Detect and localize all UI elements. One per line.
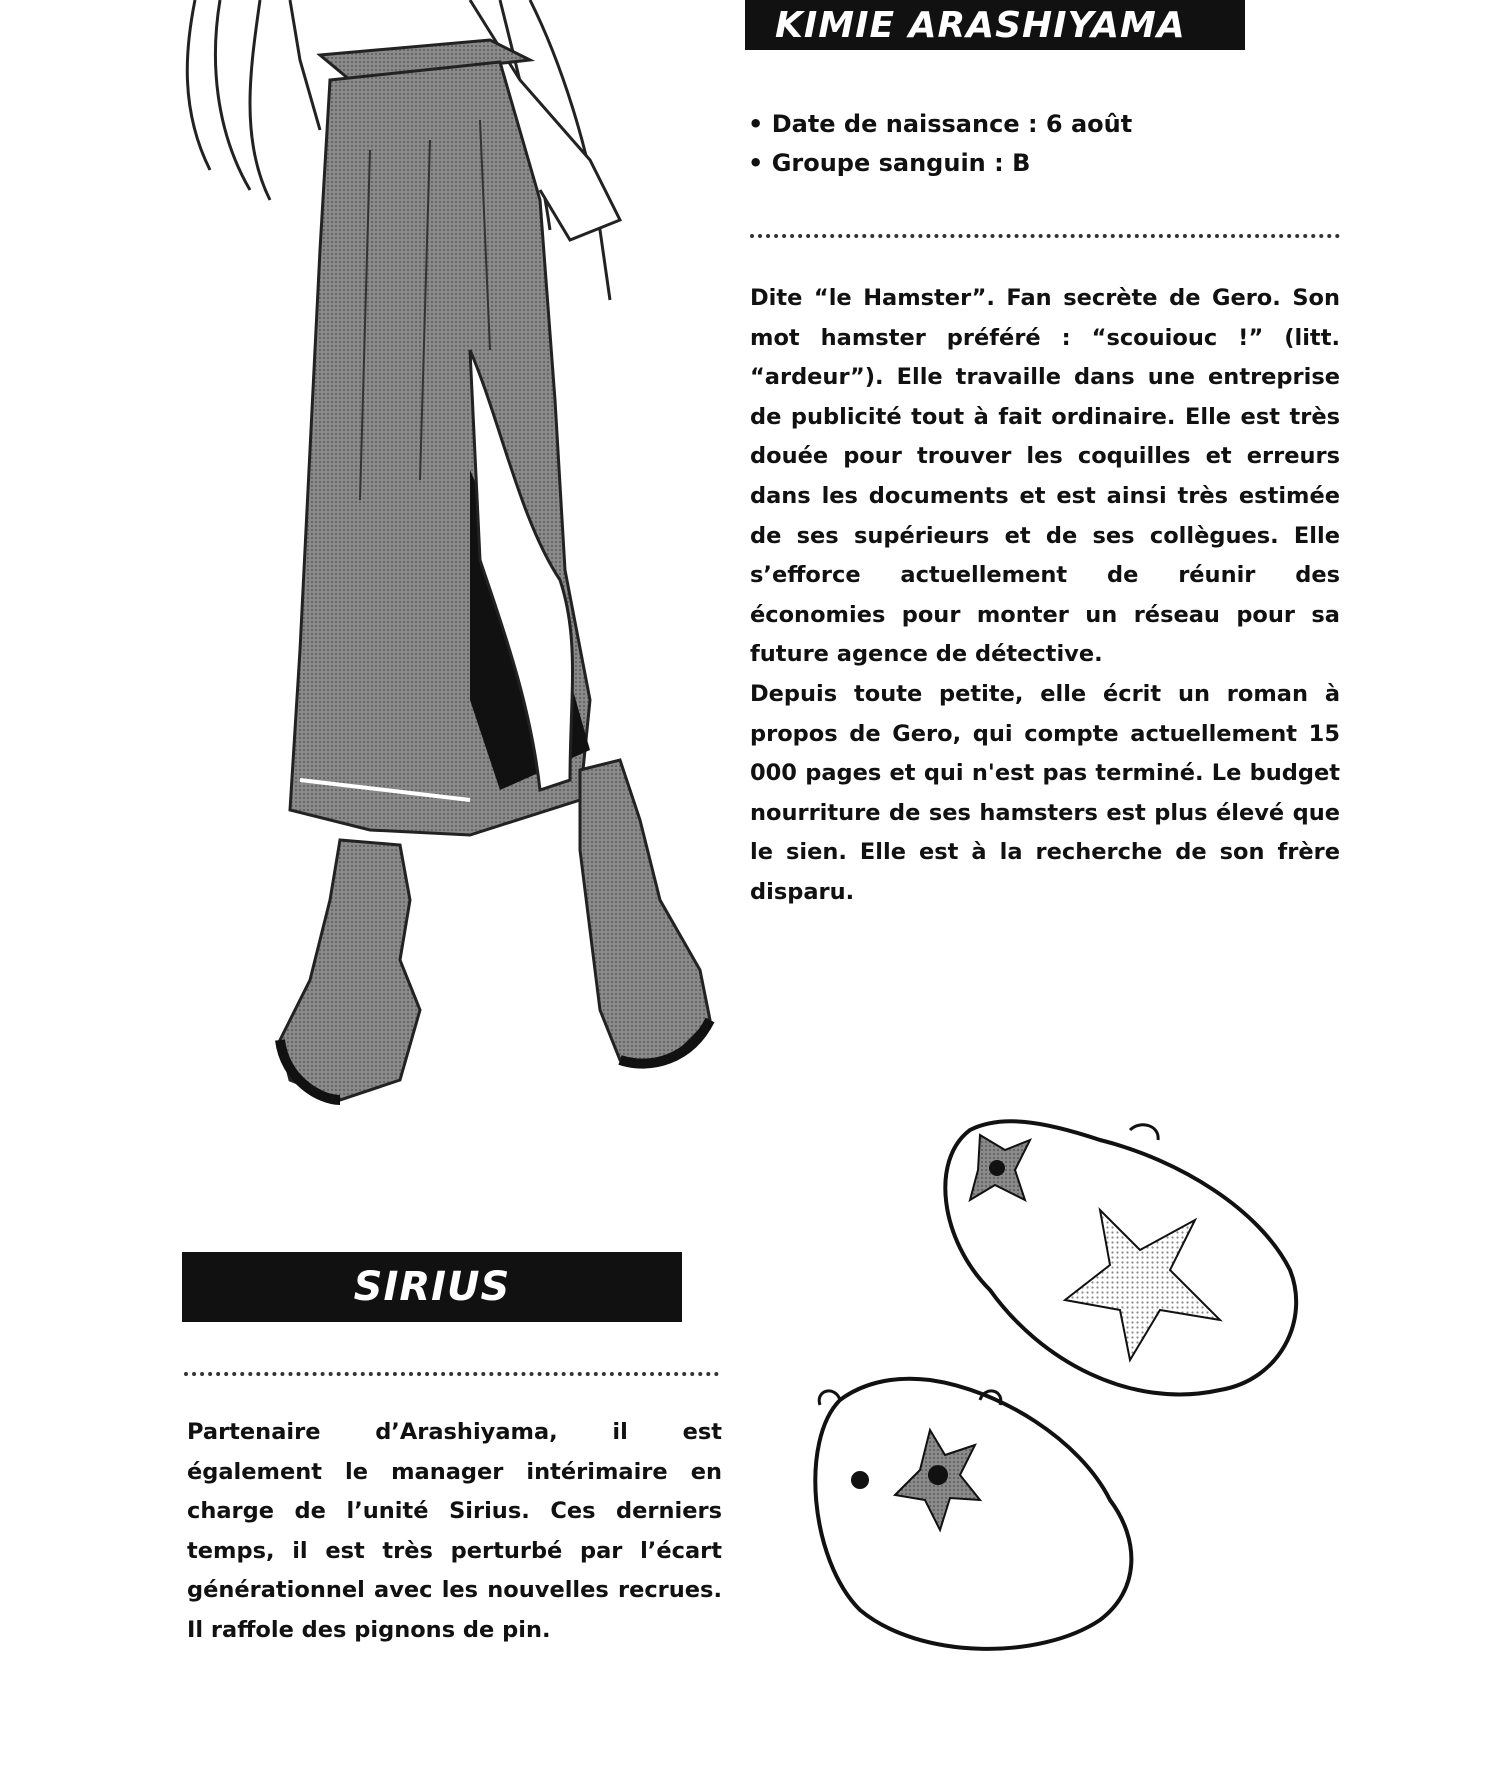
blood-type-stat: • Groupe sanguin : B bbox=[748, 149, 1031, 177]
hamster-illustration bbox=[800, 1100, 1360, 1680]
kimie-name: KIMIE ARASHIYAMA bbox=[775, 4, 1186, 46]
kimie-bio-paragraph-2: Depuis toute petite, elle écrit un roman à propos de Gero, qui compte actuellement 15 000 pages et qui n'est pas terminé. Le budget nourriture de ses hamsters est plus élevé que le sien. Elle est à la recherche de son frère disparu. bbox=[750, 680, 1340, 905]
character-illustration bbox=[170, 0, 730, 1125]
dotted-divider bbox=[184, 1372, 719, 1376]
kimie-stats bbox=[748, 105, 1132, 183]
sirius-bio bbox=[187, 1413, 722, 1651]
kimie-name-banner bbox=[745, 0, 1245, 50]
sirius-bio-text: Partenaire d’Arashiyama, il est également le manager intérimaire en charge de l’unité Sirius. Ces derniers temps, il est très perturbé par l’écart générationnel avec les nouvelles recrues. Il raffole des pignons de pin. bbox=[187, 1419, 722, 1643]
sirius-name: SIRIUS bbox=[353, 1264, 511, 1310]
dotted-divider bbox=[750, 234, 1340, 238]
birthdate-stat: • Date de naissance : 6 août bbox=[748, 110, 1133, 138]
kimie-bio-paragraph-1: Dite “le Hamster”. Fan secrète de Gero. Son mot hamster préféré : “scouiouc !” (litt. “ardeur”). Elle travaille dans une entreprise de publicité tout à fait ordinaire. Elle est très douée pour trouver les coquilles et erreurs dans les documents et est ainsi très estimée de ses supérieurs et de ses collègues. Elle s’efforce actuellement de réunir des économies pour monter un réseau pour sa future agence de détective. bbox=[750, 285, 1340, 668]
kimie-bio bbox=[750, 279, 1340, 913]
sirius-name-banner bbox=[182, 1252, 682, 1322]
